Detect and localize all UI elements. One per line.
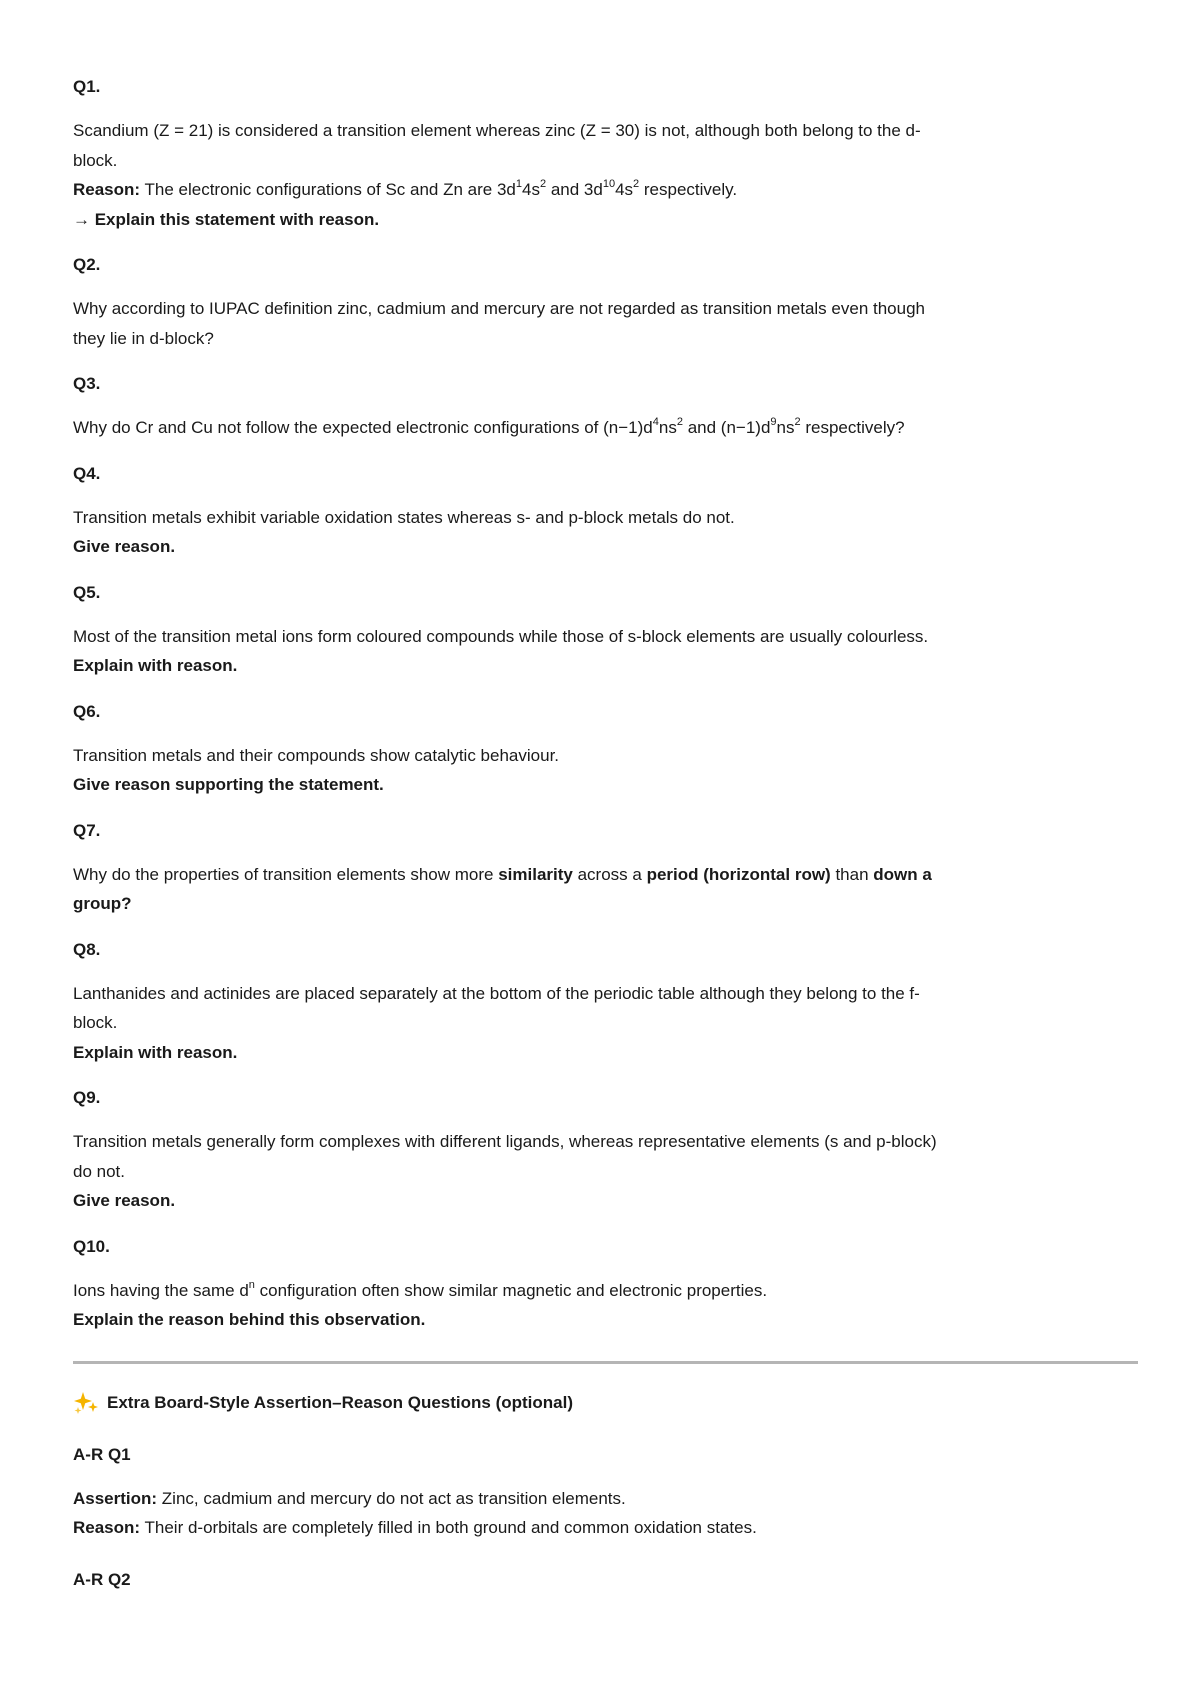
superscript: 10 [602, 178, 616, 191]
text-run: ns [658, 418, 677, 437]
text-run: block. [73, 150, 118, 170]
question-label: Q8. [73, 939, 101, 959]
bold-text: down a [873, 864, 932, 884]
question-label: Q3. [73, 374, 101, 393]
superscript: 2 [794, 416, 801, 429]
superscript: 2 [633, 178, 640, 191]
question-text [73, 741, 1100, 800]
text-run: respectively. [639, 180, 738, 199]
bold-text: Explain with reason. [73, 1042, 238, 1062]
question-label: Q1. [73, 77, 101, 96]
text-line [73, 622, 1100, 652]
bold-text: Assertion: [73, 1488, 158, 1508]
text-line [73, 651, 1100, 681]
question-text [73, 622, 1100, 681]
question-text [73, 116, 1100, 234]
text-line [73, 532, 1100, 562]
section-divider [73, 1361, 1138, 1364]
text-line [73, 1038, 1100, 1068]
bold-text: Give reason supporting the statement. [73, 775, 384, 794]
sparkle-icon [73, 1390, 99, 1416]
bold-text: Reason: [73, 1518, 141, 1537]
superscript: 2 [676, 416, 683, 429]
bold-text: Explain the reason behind this observation. [73, 1310, 426, 1329]
superscript: 4 [652, 416, 659, 429]
text-run: and (n−1)d [682, 418, 771, 437]
ar-question-text [73, 1484, 1100, 1543]
superscript: 2 [539, 178, 547, 191]
text-line [73, 1157, 1100, 1187]
text-line [73, 503, 1100, 533]
bold-text: group? [73, 894, 132, 913]
text-line [73, 1305, 1100, 1335]
text-line [73, 1127, 1100, 1157]
text-line [73, 1484, 1100, 1514]
text-line [73, 889, 1100, 919]
text-run: Lanthanides and actinides are placed separately at the bottom of the periodic table although they belong to the f- [73, 983, 920, 1003]
text-line [73, 146, 1100, 176]
text-line [73, 979, 1100, 1009]
bold-text: Give reason. [73, 537, 176, 556]
text-line [73, 1276, 1100, 1306]
text-line [73, 294, 1100, 324]
question-block [73, 816, 1100, 919]
text-run: Transition metals exhibit variable oxidation states whereas s- and p-block metals do not. [73, 507, 735, 527]
text-run: Their d-orbitals are completely filled in both ground and common oxidation states. [140, 1518, 757, 1537]
text-run: Most of the transition metal ions form coloured compounds while those of s-block elements are usually colourless. [73, 626, 929, 646]
question-text [73, 979, 1100, 1068]
ar-question-label: A-R Q1 [73, 1444, 131, 1464]
text-run: The electronic configurations of Sc and Zn are 3d [140, 180, 516, 199]
text-run: Transition metals generally form complexes with different ligands, whereas representative elements (s and p-block) [73, 1132, 937, 1151]
question-block [73, 1232, 1100, 1335]
question-text [73, 860, 1100, 919]
question-label: Q10. [73, 1236, 110, 1256]
text-line [73, 860, 1100, 890]
question-label: Q6. [73, 701, 101, 721]
question-block [73, 578, 1100, 681]
extra-section-heading [73, 1388, 1100, 1418]
bold-text: Give reason. [73, 1191, 176, 1210]
text-line [73, 770, 1100, 800]
text-run: Zinc, cadmium and mercury do not act as transition elements. [157, 1488, 626, 1508]
bold-text: → Explain this statement with reason. [73, 209, 380, 229]
question-label: Q2. [73, 255, 101, 274]
question-label: Q7. [73, 820, 101, 840]
text-line [73, 116, 1100, 146]
text-run: respectively? [800, 418, 905, 437]
text-run: do not. [73, 1161, 125, 1181]
question-block [73, 697, 1100, 800]
text-line [73, 413, 1100, 443]
question-text [73, 1276, 1100, 1335]
text-run: they lie in d-block? [73, 328, 214, 348]
text-run: Why do the properties of transition elements show more [73, 864, 499, 884]
question-block [73, 1083, 1100, 1216]
text-run: 4s [522, 180, 540, 199]
text-run: block. [73, 1013, 118, 1032]
text-run: across a [572, 864, 647, 884]
question-label: Q4. [73, 463, 101, 483]
text-run: ns [776, 418, 795, 437]
text-line [73, 175, 1100, 205]
bold-text: Reason: [73, 180, 141, 199]
text-line [73, 324, 1100, 354]
superscript: 9 [770, 416, 777, 429]
text-line [73, 1186, 1100, 1216]
superscript: n [248, 1278, 255, 1291]
superscript: 1 [515, 178, 522, 191]
bold-text: similarity [498, 864, 573, 884]
question-list [73, 72, 1100, 1335]
question-block [73, 459, 1100, 562]
question-label: Q9. [73, 1088, 101, 1107]
question-block [73, 935, 1100, 1068]
assertion-reason-list [73, 1440, 1100, 1595]
question-text [73, 294, 1100, 353]
text-run: Why do Cr and Cu not follow the expected electronic configurations of (n−1)d [73, 418, 653, 437]
text-run: Transition metals and their compounds show catalytic behaviour. [73, 745, 560, 765]
text-run: Why according to IUPAC definition zinc, cadmium and mercury are not regarded as transition metals even though [73, 299, 925, 318]
question-label: Q5. [73, 582, 101, 602]
text-run: configuration often show similar magnetic and electronic properties. [254, 1280, 768, 1300]
text-run: Scandium (Z = 21) is considered a transition element whereas zinc (Z = 30) is not, although both belong to the d- [73, 121, 921, 140]
extra-heading-text: Extra Board-Style Assertion–Reason Questions (optional) [107, 1392, 574, 1412]
text-run: 4s [615, 180, 634, 199]
text-line [73, 1513, 1100, 1543]
question-text [73, 1127, 1100, 1216]
text-line [73, 741, 1100, 771]
text-run: Ions having the same d [73, 1280, 249, 1300]
question-block [73, 250, 1100, 353]
bold-text: period (horizontal row) [646, 864, 831, 884]
question-block [73, 369, 1100, 443]
text-run: than [830, 864, 874, 884]
question-text [73, 413, 1100, 443]
text-line [73, 1008, 1100, 1038]
question-block [73, 72, 1100, 234]
question-text [73, 503, 1100, 562]
text-run: and 3d [546, 180, 603, 199]
ar-question-label: A-R Q2 [73, 1569, 131, 1589]
text-line [73, 205, 1100, 235]
bold-text: Explain with reason. [73, 656, 238, 675]
